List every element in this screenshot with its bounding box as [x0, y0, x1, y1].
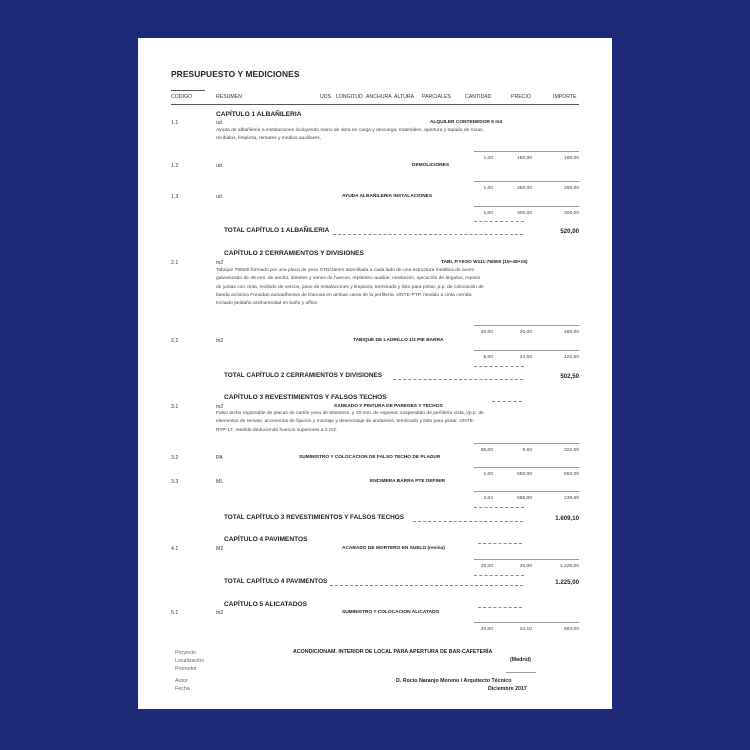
item-code: 2.2: [171, 338, 179, 344]
item-unit: m2: [216, 610, 224, 616]
chapter-total-label: TOTAL CAPÍTULO 3 REVESTIMIENTOS Y FALSOS TECHOS: [224, 514, 405, 521]
item-rule: [474, 467, 579, 468]
total-rule: [474, 221, 524, 222]
item-importe: 322,50: [564, 448, 579, 453]
item-short-description: DEMOLICIONES: [412, 163, 450, 168]
item-rule: [474, 206, 579, 207]
item-code: 2.1: [171, 260, 179, 266]
chapter-rule: [478, 607, 522, 608]
header-cantidad: CANTIDAD: [465, 94, 492, 100]
total-leader: [333, 234, 523, 235]
item-short-description: TABI. P.YESO W111-78/600 (15+48+15): [441, 260, 528, 265]
item-unit: m2: [216, 404, 224, 410]
footer-author: D. Rocío Naranjo Moreno / Arquitecto Técnico: [396, 678, 512, 684]
footer-date: Diciembre 2017: [488, 686, 527, 692]
item-importe: 550,00: [564, 472, 579, 477]
chapter-total-label: TOTAL CAPÍTULO 1 ALBAÑILERIA: [224, 227, 330, 234]
item-precio: 300,00: [517, 211, 532, 216]
item-cantidad: 35,00: [480, 564, 493, 569]
item-short-description: SUMINISTRO Y COLOCACION ALICATADO: [342, 610, 440, 615]
header-uds: UDS: [320, 94, 331, 100]
item-unit: m2: [216, 260, 224, 266]
footer-label-proyecto: Proyecto: [175, 650, 196, 656]
item-cantidad: 5,00: [483, 355, 493, 360]
chapter-title: CAPÍTULO 1 ALBAÑILERIA: [216, 111, 302, 118]
total-rule: [474, 366, 524, 367]
chapter-title: CAPÍTULO 3 REVESTIMIENTOS Y FALSOS TECHOS: [224, 394, 387, 401]
header-resumen: RESUMEN: [216, 94, 242, 100]
footer-label-autor: Autor: [175, 678, 188, 684]
item-long-description: Tabique 78/600 formado por una placa de yeso STD/15mm atornillada a cada lado de una estructura metálica de acero galvanizado de 48 mm. de ancho, dinteles y vanos de huecos, replanteo auxiliar, nivelación, ejecución de ángulos, repaso de juntas con cinta, recibido de cercos, paso de instalaciones y limpieza; terminado y listo para pintar, p.p. de colocación de banda acústica Fonodan autoadhesiva de Danosa en ambas caras de la perfilería, s/NTE-PTP, medido a cinta corrida. Incluido peldaño antihumedad en baño y office.: [216, 268, 484, 307]
header-altura: ALTURA: [394, 94, 415, 100]
item-cantidad: 40,00: [480, 627, 493, 632]
item-unit: PA: [216, 455, 223, 461]
total-rule: [474, 507, 524, 508]
item-unit: ud: [216, 163, 222, 169]
item-precio: 35,00: [519, 564, 532, 569]
chapter-total-value: 1.609,10: [555, 515, 579, 522]
item-code: 3.1: [171, 404, 179, 410]
item-cantidad: 1,00: [483, 156, 493, 161]
item-short-description: ACABADO DE MORTERO EN SUELO (resina): [342, 546, 445, 551]
item-short-description: SANEADO Y PINTURA DE PAREDES Y TECHOS: [334, 404, 443, 409]
item-precio: 9,50: [522, 448, 532, 453]
budget-page: [138, 38, 612, 709]
chapter-title: CAPÍTULO 2 CERRAMIENTOS Y DIVISIONES: [224, 250, 364, 257]
footer-label-localizacion: Localización: [175, 658, 205, 664]
chapter-total-value: 502,50: [560, 373, 579, 380]
footer-location: (Madrid): [510, 657, 531, 663]
chapter-total-value: 520,00: [560, 228, 579, 235]
header-rule: [171, 90, 205, 91]
item-importe: 460,00: [564, 330, 579, 335]
item-rule: [474, 181, 579, 182]
item-short-description: ENCIMERA BARRA PTE DEFINIR: [370, 479, 446, 484]
chapter-rule: [478, 543, 522, 544]
item-code: 1.1: [171, 120, 179, 126]
item-unit: M2: [216, 546, 224, 552]
item-rule: [474, 325, 579, 326]
item-rule: [474, 151, 579, 152]
header-codigo: CODIGO: [171, 94, 193, 100]
item-precio: 24,10: [519, 627, 532, 632]
item-code: 1.2: [171, 163, 179, 169]
item-cantidad: 1,00: [483, 472, 493, 477]
header-longitud: LONGITUD: [336, 94, 363, 100]
item-long-description: Falso techo registrable de placas de cartón yeso de 60x60cm. y 10 mm. de espesor, suspendido de perfilería vista, i/p.p. de elementos de remate, accesorios de fijación y montaje y desmontaje de andamios, terminado y listo para pintar, s/NTE-RTP-17, medido deduciendo huecos superiores a 2 m2.: [216, 411, 484, 433]
footer-rule: [506, 672, 536, 673]
footer-project: ACONDICIONAM. INTERIOR DE LOCAL PARA APERTURA DE BAR-CAFETERÍA: [293, 649, 493, 655]
total-leader: [330, 585, 523, 586]
item-importe: 300,00: [564, 211, 579, 216]
item-unit: ud: [216, 120, 222, 126]
document-title: PRESUPUESTO Y MEDICIONES: [171, 69, 300, 79]
total-leader: [393, 379, 523, 380]
header-anchura: ANCHURA: [366, 94, 392, 100]
item-unit: ML: [216, 479, 224, 485]
item-cantidad: 85,00: [480, 448, 493, 453]
item-importe: 239,60: [564, 496, 579, 501]
item-precio: 24,50: [519, 355, 532, 360]
item-importe: 964,00: [564, 627, 579, 632]
item-cantidad: 2,04: [483, 496, 493, 501]
item-long-description: Ayuda de albañilería a instalaciones incluyendo mano de obra en carga y descarga, materiales, apertura y tapado de rozas, recibidos, limpieza, remates y medios auxiliares,: [216, 128, 484, 142]
item-importe: 160,00: [564, 156, 579, 161]
item-short-description: AYUDA ALBAÑILERIA INSTALACIONES: [342, 194, 433, 199]
header-importe: IMPORTE: [553, 94, 577, 100]
chapter-rule: [492, 401, 522, 402]
item-importe: 360,00: [564, 186, 579, 191]
item-cantidad: 1,00: [483, 186, 493, 191]
item-unit: ud: [216, 194, 222, 200]
total-rule: [474, 575, 524, 576]
item-rule: [474, 350, 579, 351]
item-cantidad: 1,00: [483, 211, 493, 216]
chapter-title: CAPÍTULO 4 PAVIMENTOS: [224, 536, 308, 543]
item-code: 4.1: [171, 546, 179, 552]
footer-label-fecha: Fecha: [175, 686, 190, 692]
chapter-total-label: TOTAL CAPÍTULO 2 CERRAMIENTOS Y DIVISIONES: [224, 372, 383, 379]
total-leader: [413, 521, 523, 522]
footer-label-promotor: Promotor: [175, 666, 197, 672]
item-rule: [474, 559, 579, 560]
chapter-title: CAPÍTULO 5 ALICATADOS: [224, 601, 308, 608]
item-rule: [474, 443, 579, 444]
item-code: 3.3: [171, 479, 179, 485]
item-precio: 20,00: [519, 330, 532, 335]
item-short-description: ALQUILER CONTENEDOR 6 m3: [430, 120, 503, 125]
item-rule: [474, 491, 579, 492]
chapter-total-value: 1.225,00: [555, 579, 579, 586]
header-parciales: PARCIALES: [422, 94, 451, 100]
item-importe: 1.225,00: [559, 564, 579, 569]
item-cantidad: 30,00: [480, 330, 493, 335]
item-precio: 565,00: [517, 496, 532, 501]
item-short-description: SUMINISTRO Y COLOCACION DE FALSO TECHO DE PLADUR: [299, 455, 441, 460]
item-importe: 122,50: [564, 355, 579, 360]
item-rule: [474, 622, 579, 623]
item-code: 1.3: [171, 194, 179, 200]
item-code: 5.1: [171, 610, 179, 616]
item-short-description: TABIQUE DE LADRILLO 1/2 PIE BARRA: [353, 338, 444, 343]
item-unit: m2: [216, 338, 224, 344]
item-precio: 360,00: [517, 186, 532, 191]
header-rule: [171, 104, 579, 105]
header-precio: PRECIO: [511, 94, 531, 100]
item-precio: 160,00: [517, 156, 532, 161]
item-precio: 550,00: [517, 472, 532, 477]
chapter-total-label: TOTAL CAPÍTULO 4 PAVIMENTOS: [224, 578, 328, 585]
item-code: 3.2: [171, 455, 179, 461]
